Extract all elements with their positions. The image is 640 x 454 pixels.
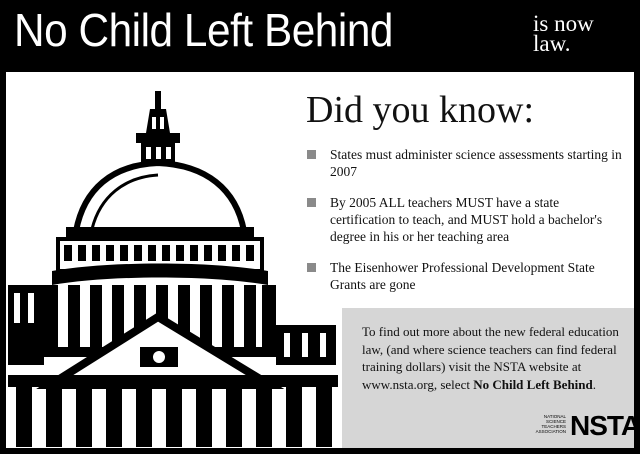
nsta-logo	[528, 410, 640, 444]
logo-line: ASSOCIATION	[535, 429, 566, 434]
info-intro: To find out more about the new federal education law, (and where science teachers can find federal training dollars) visit the NSTA website at www.nsta.org, select	[362, 324, 619, 392]
logo-line: SCIENCE	[545, 419, 566, 424]
facts-list	[306, 146, 624, 307]
logo-association-text	[528, 414, 566, 434]
square-bullet-icon	[307, 263, 316, 272]
logo-wordmark: NSTA	[570, 410, 640, 441]
title-banner	[0, 0, 640, 72]
suffix-line-2: law.	[533, 31, 571, 56]
capitol-dome-illustration	[0, 85, 345, 454]
headline: No Child Left Behind	[14, 4, 393, 56]
list-item	[306, 259, 624, 293]
fact-text: The Eisenhower Professional Development State Grants are gone	[330, 260, 595, 292]
did-you-know-heading: Did you know:	[306, 89, 534, 131]
logo-line: NATIONAL	[543, 414, 566, 419]
square-bullet-icon	[307, 150, 316, 159]
info-link-label: No Child Left Behind	[473, 376, 593, 392]
info-text	[362, 323, 632, 393]
logo-line: TEACHERS	[541, 424, 566, 429]
frame-border-right	[634, 72, 640, 454]
list-item	[306, 146, 624, 180]
headline-suffix	[533, 11, 594, 56]
info-end: .	[592, 376, 597, 392]
fact-text: By 2005 ALL teachers MUST have a state certification to teach, and MUST hold a bachelor's degree in his or her teaching area	[330, 195, 603, 244]
square-bullet-icon	[307, 198, 316, 207]
fact-text: States must administer science assessments starting in 2007	[330, 147, 622, 179]
list-item	[306, 194, 624, 245]
suffix-line-1: is now	[533, 11, 594, 36]
